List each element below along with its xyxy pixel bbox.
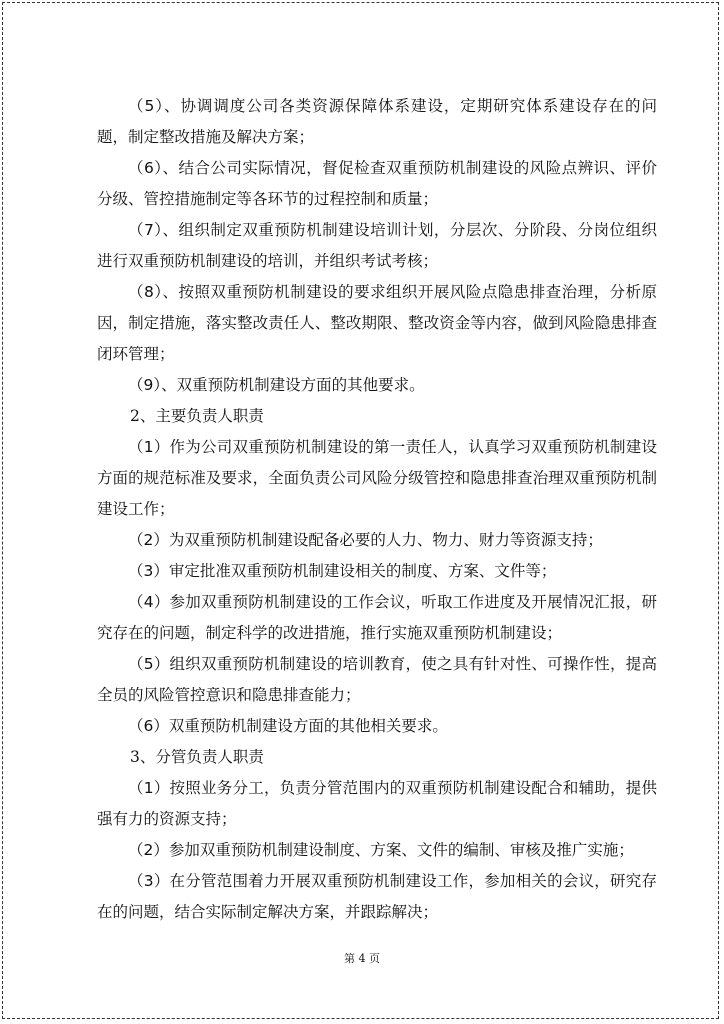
- paragraph-7: （7）、组织制定双重预防机制建设培训计划，分层次、分阶段、分岗位组织进行双重预防机制建设的培训，并组织考试考核；: [97, 221, 657, 270]
- paragraph-s3-1: （1）按照业务分工，负责分管范围内的双重预防机制建设配合和辅助，提供强有力的资源支持；: [97, 779, 657, 828]
- section-heading-2: 2、主要负责人职责: [130, 407, 264, 425]
- paragraph-s2-3: （3）审定批准双重预防机制建设相关的制度、方案、文件等；: [128, 562, 557, 580]
- document-body: [97, 91, 657, 928]
- paragraph-s3-2: （2）参加双重预防机制建设制度、方案、文件的编制、审核及推广实施；: [128, 841, 634, 859]
- paragraph-6: （6）、结合公司实际情况，督促检查双重预防机制建设的风险点辨识、评价分级、管控措施制定等各环节的过程控制和质量；: [97, 159, 657, 208]
- paragraph-s2-1: （1）作为公司双重预防机制建设的第一责任人，认真学习双重预防机制建设方面的规范标准及要求，全面负责公司风险分级管控和隐患排查治理双重预防机制建设工作；: [97, 438, 657, 518]
- page-number: 第 4 页: [344, 952, 380, 965]
- paragraph-5: （5）、协调调度公司各类资源保障体系建设，定期研究体系建设存在的问题，制定整改措施及解决方案；: [97, 97, 657, 146]
- paragraph-s2-5: （5）组织双重预防机制建设的培训教育，使之具有针对性、可操作性，提高全员的风险管控意识和隐患排查能力；: [97, 655, 657, 704]
- paragraph-s2-4: （4）参加双重预防机制建设的工作会议，听取工作进度及开展情况汇报，研究存在的问题，制定科学的改进措施，推行实施双重预防机制建设；: [97, 593, 657, 642]
- section-heading-3: 3、分管负责人职责: [130, 748, 264, 766]
- paragraph-s3-3: （3）在分管范围着力开展双重预防机制建设工作，参加相关的会议，研究存在的问题，结合实际制定解决方案，并跟踪解决；: [97, 872, 657, 921]
- paragraph-9: （9）、双重预防机制建设方面的其他要求。: [128, 376, 425, 394]
- paragraph-s2-6: （6）双重预防机制建设方面的其他相关要求。: [128, 717, 448, 735]
- paragraph-8: （8）、按照双重预防机制建设的要求组织开展风险点隐患排查治理，分析原因，制定措施，落实整改责任人、整改期限、整改资金等内容，做到风险隐患排查闭环管理；: [97, 283, 657, 363]
- paragraph-s2-2: （2）为双重预防机制建设配备必要的人力、物力、财力等资源支持；: [128, 531, 603, 549]
